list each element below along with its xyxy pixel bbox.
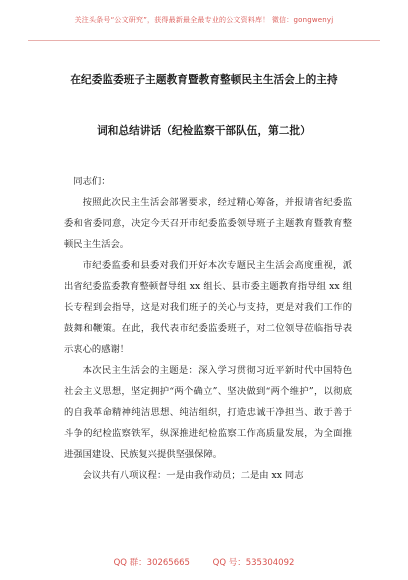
- header-banner-text: 关注头条号“公文研究”，获得最新最全最专业的公文资料库！ 微信：gongwenyj: [74, 16, 334, 24]
- paragraph: 按照此次民主生活会部署要求，经过精心筹备，并报请省纪委监委和省委同意，决定今天召开市纪委监委领导班子主题教育暨教育整顿民主生活会。: [64, 197, 352, 250]
- document-body: [64, 171, 352, 486]
- header-banner: [0, 0, 408, 40]
- footer: [0, 556, 408, 568]
- greeting: 同志们：: [73, 176, 111, 187]
- document-title-line-1: 在纪委监委班子主题教育暨教育整顿民主生活会上的主持: [70, 74, 338, 86]
- document-title-line-2: 词和总结讲话（纪检监察干部队伍，第二批）: [97, 125, 311, 137]
- paragraph: 市纪委监委和县委对我们开好本次专题民主生活会高度重视，派出省纪委监委教育整顿督导组 xx 组长、县市委主题教育指导组 xx 组长专程到会指导，这是对我们班子的关心与支持，更是对我们工作的鼓舞和鞭策。在此，我代表市纪委监委班子，对二位领导莅临指导表示衷心的感谢！: [64, 260, 352, 355]
- paragraph: 会议共有八项议程：一是由我作动员；二是由 xx 同志: [82, 470, 304, 481]
- paragraph: 本次民主生活会的主题是：深入学习贯彻习近平新时代中国特色社会主义思想，坚定拥护“两个确立”、坚决做到“两个维护”，以彻底的自我革命精神纯洁思想、纯洁组织，打造忠诚干净担当、敢于善于斗争的纪检监察铁军，纵深推进纪检监察工作高质量发展，为全面推进强国建设、民族复兴提供坚强保障。: [64, 365, 352, 460]
- footer-qq-group: QQ 群：30265665: [113, 558, 190, 568]
- footer-qq-number: QQ 号：535304092: [212, 558, 295, 568]
- header-divider: [28, 40, 380, 41]
